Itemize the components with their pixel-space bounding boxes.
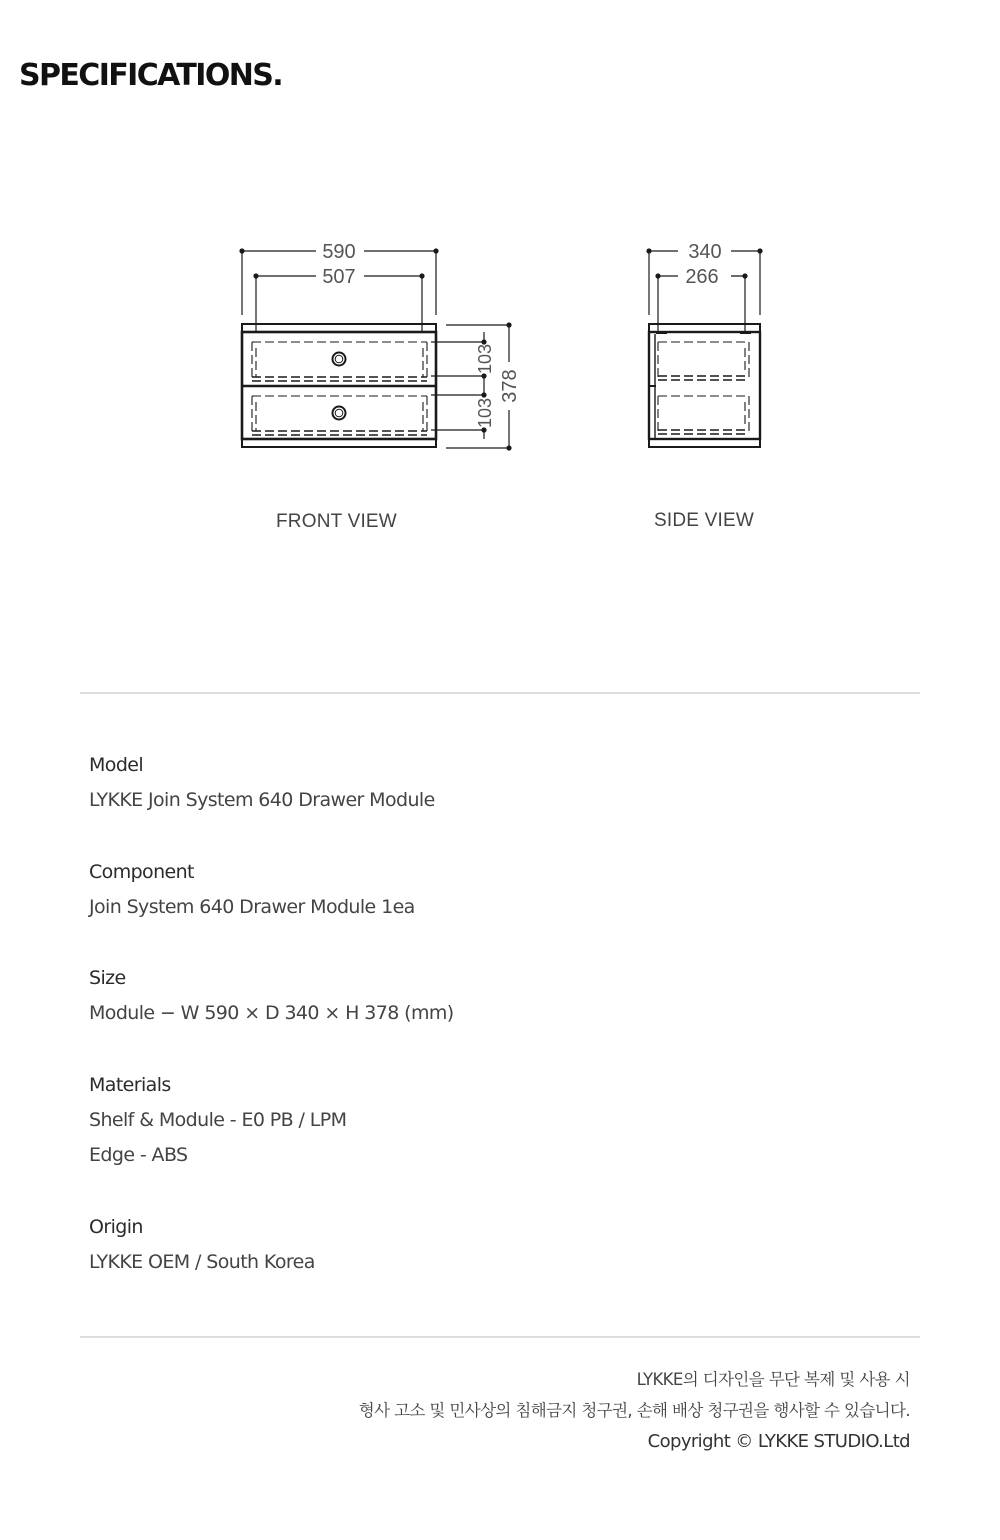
- side-bottom-panel: [649, 439, 760, 447]
- spec-label: Component: [89, 861, 194, 883]
- copyright-text: Copyright © LYKKE STUDIO.Ltd: [647, 1431, 910, 1452]
- spec-value: Module − W 590 × D 340 × H 378 (mm): [89, 1002, 454, 1024]
- front-view-drawing: [239, 241, 521, 451]
- spec-origin: [89, 1210, 315, 1280]
- dimension-label-340: 340: [688, 241, 722, 263]
- page-title: SPECIFICATIONS.: [19, 58, 283, 93]
- copyright-notice: [359, 1364, 910, 1457]
- front-drawer-1-hidden-lines: [252, 342, 427, 381]
- dimension-label-103-bottom: 103: [475, 397, 495, 429]
- spec-label: Materials: [89, 1074, 171, 1096]
- side-view-drawing: [646, 241, 762, 447]
- front-view-label: FRONT VIEW: [276, 511, 397, 532]
- spec-label: Size: [89, 967, 126, 989]
- spec-value: Edge - ABS: [89, 1144, 188, 1166]
- side-top-panel: [649, 324, 760, 332]
- spec-model: [89, 748, 435, 818]
- spec-size: [89, 961, 454, 1031]
- dimension-label-590: 590: [322, 241, 356, 263]
- spec-value: LYKKE OEM / South Korea: [89, 1251, 315, 1273]
- dimension-label-103-top: 103: [475, 343, 495, 375]
- notice-line: LYKKE의 디자인을 무단 복제 및 사용 시: [636, 1370, 910, 1389]
- divider: [80, 692, 920, 694]
- spec-component: [89, 855, 415, 925]
- side-view-label: SIDE VIEW: [654, 510, 754, 531]
- spec-materials: [89, 1068, 346, 1173]
- front-drawer-2-hidden-lines: [252, 396, 427, 435]
- spec-value: LYKKE Join System 640 Drawer Module: [89, 789, 435, 811]
- dimension-label-378: 378: [499, 369, 521, 403]
- dimension-label-266: 266: [685, 266, 719, 288]
- drawer-handle-icon: [333, 407, 346, 420]
- drawer-handle-icon: [333, 353, 346, 366]
- side-body: [649, 332, 760, 439]
- specification-drawing: [0, 0, 1000, 600]
- dimension-label-507: 507: [322, 266, 356, 288]
- spec-label: Model: [89, 754, 144, 776]
- side-drawer-1-hidden-lines: [658, 342, 749, 380]
- divider: [80, 1336, 920, 1338]
- notice-line: 형사 고소 및 민사상의 침해금지 청구권, 손해 배상 청구권을 행사할 수 있습니다.: [358, 1401, 910, 1420]
- spec-label: Origin: [89, 1216, 143, 1238]
- spec-value: Shelf & Module - E0 PB / LPM: [89, 1109, 347, 1131]
- side-drawer-2-hidden-lines: [658, 396, 749, 434]
- spec-value: Join System 640 Drawer Module 1ea: [89, 896, 415, 918]
